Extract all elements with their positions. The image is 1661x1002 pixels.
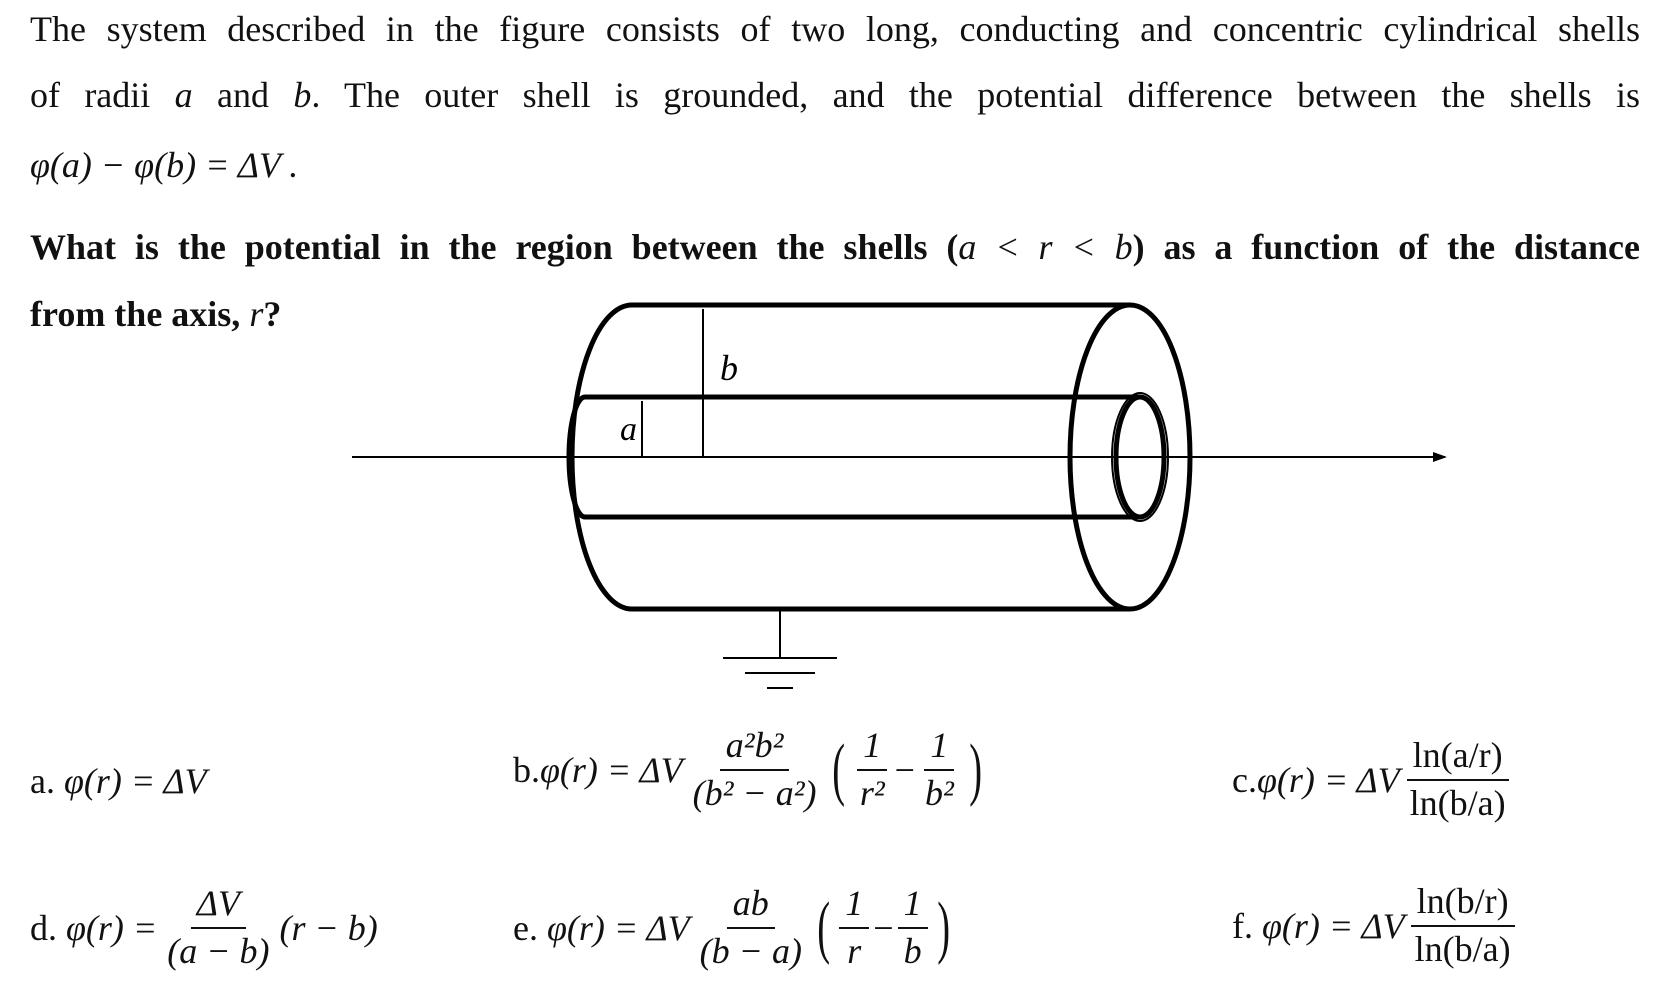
question-text-start: What is the potential in the region between the shells ( (30, 227, 959, 267)
option-e[interactable]: e. φ(r) = ΔV $\frac{ab}{(b - a)}$ ( $\frac{1}{r}$ − $\frac{1}{b}$ ) (513, 883, 950, 971)
option-b-label: b. (513, 749, 540, 790)
option-e-b: b (903, 930, 922, 971)
option-f-label: f. (1232, 905, 1253, 946)
option-a-label: a. (30, 761, 55, 801)
option-b-one-1: 1 (857, 727, 887, 771)
option-f-numerator: ln(b/r) (1411, 883, 1515, 927)
option-e-numerator: ab (727, 885, 775, 929)
option-b-one-2: 1 (924, 727, 954, 771)
option-d-lhs: φ(r) = (66, 907, 158, 948)
label-a: a (620, 411, 637, 448)
word-and: and (216, 75, 269, 115)
question-condition: a < r < b (958, 227, 1133, 267)
option-e-minus: − (873, 907, 894, 948)
option-d-denominator: (a − b) (167, 930, 270, 971)
question-var-r: r (249, 294, 264, 334)
option-f-lhs: φ(r) = ΔV (1262, 905, 1405, 946)
option-b-paren-frac-1 (854, 727, 891, 813)
option-e-one-1: 1 (839, 885, 869, 929)
option-b-paren-frac-2 (919, 727, 960, 813)
option-f[interactable] (1232, 883, 1521, 969)
option-b-minus: − (894, 749, 915, 790)
option-e-r: r (847, 930, 862, 971)
option-b-lhs: φ(r) = ΔV (540, 749, 683, 790)
option-b-numerator: a²b² (720, 727, 790, 771)
question-text-end: ) as a function of the distance (1132, 227, 1640, 267)
option-c-denominator: ln(b/a) (1409, 782, 1506, 823)
option-c-numerator: ln(a/r) (1407, 737, 1509, 781)
question-text-axis: from the axis, (30, 294, 241, 334)
option-e-fraction (694, 885, 808, 971)
option-c-lhs: φ(r) = ΔV (1256, 759, 1400, 800)
option-d[interactable] (30, 885, 378, 971)
label-b: b (720, 348, 738, 388)
option-e-paren-frac-1 (839, 885, 869, 971)
option-d-numerator: ΔV (191, 885, 246, 929)
option-d-tail: (r − b) (279, 907, 378, 948)
option-b[interactable]: b. φ(r) = ΔV $\frac{\text{a²b²}}{\text{(b² − a²)}}$ ( $\frac{1}{\text{r²}}$ − $\frac{1}{\text{b²}}$ ) (513, 725, 982, 813)
option-b-fraction (687, 727, 823, 813)
condition-equation: φ(a) − φ(b) = ΔV . (30, 145, 299, 185)
option-b-b-squared: b² (924, 772, 954, 813)
option-d-label: d. (30, 907, 57, 948)
var-a: a (174, 75, 193, 115)
option-a[interactable] (30, 760, 207, 802)
option-f-denominator: ln(b/a) (1414, 928, 1511, 969)
var-b: b (293, 75, 312, 115)
option-e-lhs: φ(r) = ΔV (546, 907, 690, 948)
option-b-r-squared: r² (859, 772, 885, 813)
problem-text-grounded: . The outer shell is grounded, and the potential difference between the shells is (311, 75, 1641, 115)
option-f-fraction (1409, 883, 1517, 969)
option-c[interactable] (1232, 737, 1516, 823)
option-a-expression: φ(r) = ΔV (63, 761, 207, 801)
option-d-fraction (161, 885, 275, 971)
option-c-fraction (1404, 737, 1512, 823)
option-b-denominator: (b² − a²) (692, 772, 817, 813)
problem-text-line-1: The system described in the figure consists of two long, conducting and concentric cylindrical shells (30, 9, 1640, 49)
option-e-paren-frac-2 (898, 885, 928, 971)
problem-text-radii: of radii (30, 75, 151, 115)
question-mark: ? (263, 294, 282, 334)
option-c-label: c. (1232, 759, 1257, 800)
option-e-denominator: (b − a) (699, 930, 802, 971)
option-e-one-2: 1 (898, 885, 928, 929)
option-e-label: e. (513, 907, 538, 948)
